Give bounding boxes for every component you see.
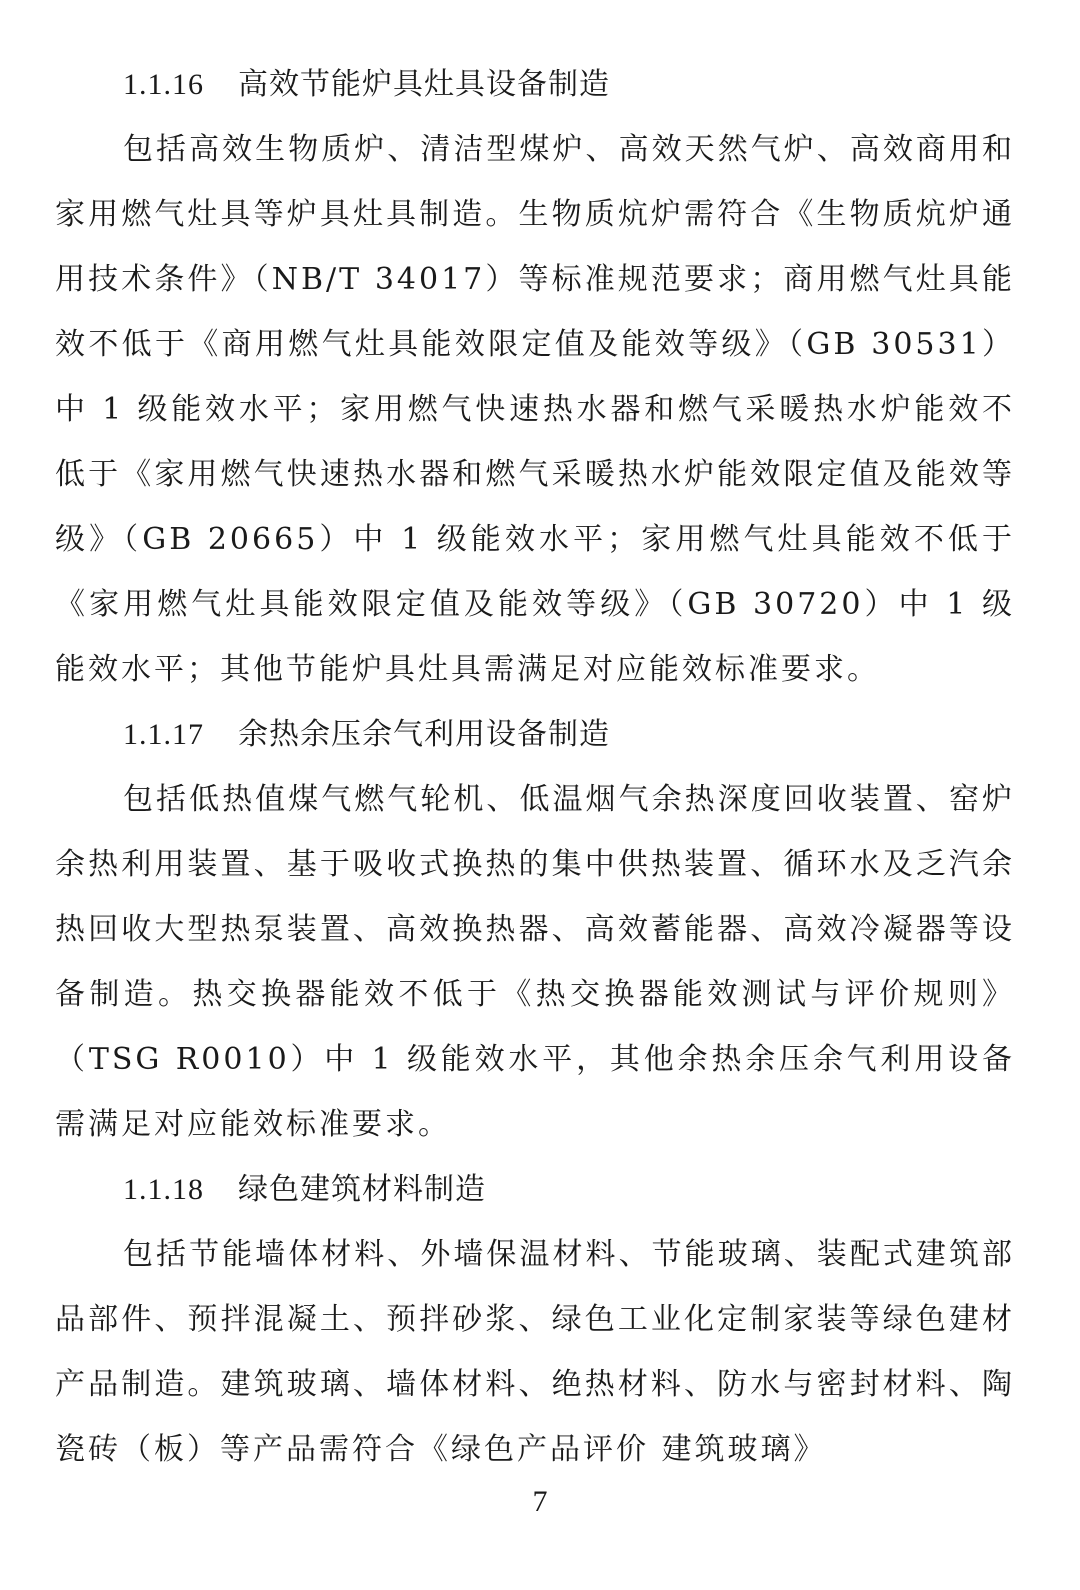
section-number: 1.1.17 (123, 718, 204, 751)
section-heading-1-1-16 (55, 52, 1015, 117)
section-paragraph-1-1-17: 包括低热值煤气燃气轮机、低温烟气余热深度回收装置、窑炉余热利用装置、基于吸收式换热的集中供热装置、循环水及乏汽余热回收大型热泵装置、高效换热器、高效蓄能器、高效冷凝器等设备制造。热交换器能效不低于《热交换器能效测试与评价规则》（TSG R0010）中 1 级能效水平，其他余热余压余气利用设备需满足对应能效标准要求。 (55, 782, 1015, 1142)
section-title: 余热余压余气利用设备制造 (238, 717, 610, 752)
section-heading-1-1-18 (55, 1157, 1015, 1222)
section-number: 1.1.16 (123, 68, 204, 101)
section-number: 1.1.18 (123, 1173, 204, 1206)
page-number: 7 (532, 1485, 548, 1518)
section-title: 高效节能炉具灶具设备制造 (238, 67, 610, 102)
section-title: 绿色建筑材料制造 (238, 1172, 486, 1207)
section-paragraph-1-1-18: 包括节能墙体材料、外墙保温材料、节能玻璃、装配式建筑部品部件、预拌混凝土、预拌砂浆、绿色工业化定制家装等绿色建材产品制造。建筑玻璃、墙体材料、绝热材料、防水与密封材料、陶瓷砖（板）等产品需符合《绿色产品评价 建筑玻璃》 (55, 1237, 1015, 1467)
section-heading-1-1-17 (55, 702, 1015, 767)
section-paragraph-1-1-16: 包括高效生物质炉、清洁型煤炉、高效天然气炉、高效商用和家用燃气灶具等炉具灶具制造。生物质炕炉需符合《生物质炕炉通用技术条件》（NB/T 34017）等标准规范要求；商用燃气灶具能效不低于《商用燃气灶具能效限定值及能效等级》（GB 30531）中 1 级能效水平；家用燃气快速热水器和燃气采暖热水炉能效不低于《家用燃气快速热水器和燃气采暖热水炉能效限定值及能效等级》（GB 20665）中 1 级能效水平；家用燃气灶具能效不低于《家用燃气灶具能效限定值及能效等级》（GB 30720）中 1 级能效水平；其他节能炉具灶具需满足对应能效标准要求。 (55, 132, 1015, 687)
document-body (55, 52, 1015, 1482)
